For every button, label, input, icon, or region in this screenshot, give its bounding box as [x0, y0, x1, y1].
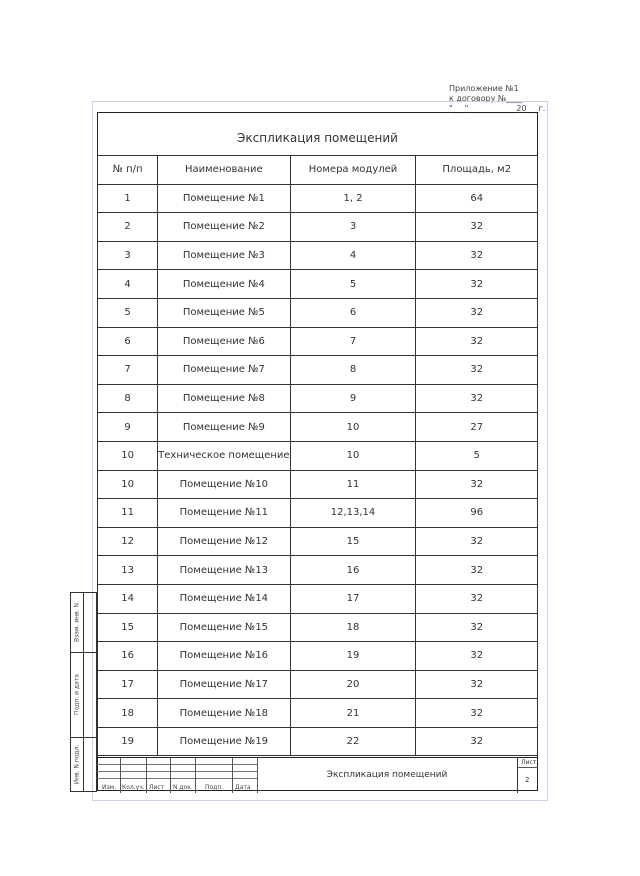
module-numbers: 12,13,14 — [290, 499, 416, 528]
table-row — [98, 727, 538, 756]
row-number: 19 — [98, 727, 158, 756]
row-number: 8 — [98, 384, 158, 413]
room-name: Помещение №11 — [158, 499, 290, 528]
row-number: 9 — [98, 413, 158, 442]
area: 64 — [416, 184, 538, 213]
area: 32 — [416, 270, 538, 299]
table-row — [98, 499, 538, 528]
row-number: 2 — [98, 213, 158, 242]
label-data: Дата — [235, 784, 251, 791]
row-number: 15 — [98, 613, 158, 642]
table-row — [98, 327, 538, 356]
room-name: Помещение №5 — [158, 298, 290, 327]
area: 32 — [416, 327, 538, 356]
module-numbers: 8 — [290, 356, 416, 385]
room-name: Техническое помещение — [158, 441, 290, 470]
header-row — [98, 156, 538, 185]
area: 32 — [416, 241, 538, 270]
room-name: Помещение №15 — [158, 613, 290, 642]
column-header: Площадь, м2 — [416, 156, 538, 185]
room-name: Помещение №10 — [158, 470, 290, 499]
note-line: Приложение №1 — [449, 84, 519, 93]
module-numbers: 16 — [290, 556, 416, 585]
area: 32 — [416, 613, 538, 642]
module-numbers: 11 — [290, 470, 416, 499]
table-row — [98, 270, 538, 299]
module-numbers: 20 — [290, 670, 416, 699]
room-name: Помещение №18 — [158, 699, 290, 728]
row-number: 4 — [98, 270, 158, 299]
room-name: Помещение №7 — [158, 356, 290, 385]
module-numbers: 10 — [290, 441, 416, 470]
module-numbers: 5 — [290, 270, 416, 299]
side-label: Подп. и дата — [73, 674, 81, 715]
room-name: Помещение №6 — [158, 327, 290, 356]
table-row — [98, 699, 538, 728]
table-row — [98, 184, 538, 213]
row-number: 3 — [98, 241, 158, 270]
module-numbers: 21 — [290, 699, 416, 728]
table-row — [98, 527, 538, 556]
area: 32 — [416, 556, 538, 585]
area: 32 — [416, 384, 538, 413]
area: 27 — [416, 413, 538, 442]
room-name: Помещение №13 — [158, 556, 290, 585]
row-number: 10 — [98, 441, 158, 470]
label-kol: Кол.уч. — [122, 784, 145, 791]
module-numbers: 6 — [290, 298, 416, 327]
doc-title: Экспликация помещений — [326, 770, 448, 780]
room-name: Помещение №8 — [158, 384, 290, 413]
table-row — [98, 298, 538, 327]
module-numbers: 15 — [290, 527, 416, 556]
room-name: Помещение №16 — [158, 642, 290, 671]
room-name: Помещение №9 — [158, 413, 290, 442]
area: 32 — [416, 213, 538, 242]
room-name: Помещение №3 — [158, 241, 290, 270]
row-number: 12 — [98, 527, 158, 556]
module-numbers: 4 — [290, 241, 416, 270]
module-numbers: 1, 2 — [290, 184, 416, 213]
room-name: Помещение №17 — [158, 670, 290, 699]
label-podp: Подп. — [205, 784, 224, 791]
area: 32 — [416, 727, 538, 756]
room-name: Помещение №2 — [158, 213, 290, 242]
column-header: № п/п — [98, 156, 158, 185]
side-divider — [83, 592, 84, 792]
row-number: 18 — [98, 699, 158, 728]
area: 32 — [416, 356, 538, 385]
module-numbers: 22 — [290, 727, 416, 756]
module-numbers: 7 — [290, 327, 416, 356]
label-izm: Изм. — [102, 784, 117, 791]
label-list: Лист — [149, 784, 165, 791]
table-row — [98, 441, 538, 470]
table-row — [98, 556, 538, 585]
area: 32 — [416, 527, 538, 556]
room-name: Помещение №12 — [158, 527, 290, 556]
module-numbers: 19 — [290, 642, 416, 671]
area: 5 — [416, 441, 538, 470]
area: 96 — [416, 499, 538, 528]
area: 32 — [416, 298, 538, 327]
sheet-label: Лист — [521, 759, 537, 766]
side-label: Инв. N подл. — [73, 744, 81, 784]
table-row — [98, 384, 538, 413]
area: 32 — [416, 699, 538, 728]
table-row — [98, 241, 538, 270]
row-number: 13 — [98, 556, 158, 585]
table-row — [98, 213, 538, 242]
label-ndok: N док. — [173, 784, 193, 791]
module-numbers: 17 — [290, 584, 416, 613]
row-number: 5 — [98, 298, 158, 327]
sheet-number: 2 — [525, 776, 530, 784]
module-numbers: 18 — [290, 613, 416, 642]
table-row — [98, 642, 538, 671]
title-block — [97, 757, 538, 793]
note-line: к договору №____ — [449, 94, 523, 103]
row-number: 7 — [98, 356, 158, 385]
area: 32 — [416, 584, 538, 613]
row-number: 16 — [98, 642, 158, 671]
module-numbers: 9 — [290, 384, 416, 413]
room-name: Помещение №1 — [158, 184, 290, 213]
side-label: Взам. инв. N — [73, 602, 81, 642]
note-line: "___"____________20___г. — [449, 104, 546, 113]
table-row — [98, 356, 538, 385]
area: 32 — [416, 470, 538, 499]
table-row — [98, 670, 538, 699]
row-number: 11 — [98, 499, 158, 528]
module-numbers: 10 — [290, 413, 416, 442]
row-number: 14 — [98, 584, 158, 613]
table-row — [98, 413, 538, 442]
column-header: Номера модулей — [290, 156, 416, 185]
module-numbers: 3 — [290, 213, 416, 242]
row-number: 17 — [98, 670, 158, 699]
room-name: Помещение №19 — [158, 727, 290, 756]
table-row — [98, 613, 538, 642]
rooms-table — [97, 155, 538, 756]
table-row — [98, 470, 538, 499]
room-name: Помещение №4 — [158, 270, 290, 299]
table-row — [98, 584, 538, 613]
row-number: 1 — [98, 184, 158, 213]
area: 32 — [416, 642, 538, 671]
room-name: Помещение №14 — [158, 584, 290, 613]
row-number: 6 — [98, 327, 158, 356]
area: 32 — [416, 670, 538, 699]
column-header: Наименование — [158, 156, 290, 185]
row-number: 10 — [98, 470, 158, 499]
table-title: Экспликация помещений — [237, 131, 398, 145]
